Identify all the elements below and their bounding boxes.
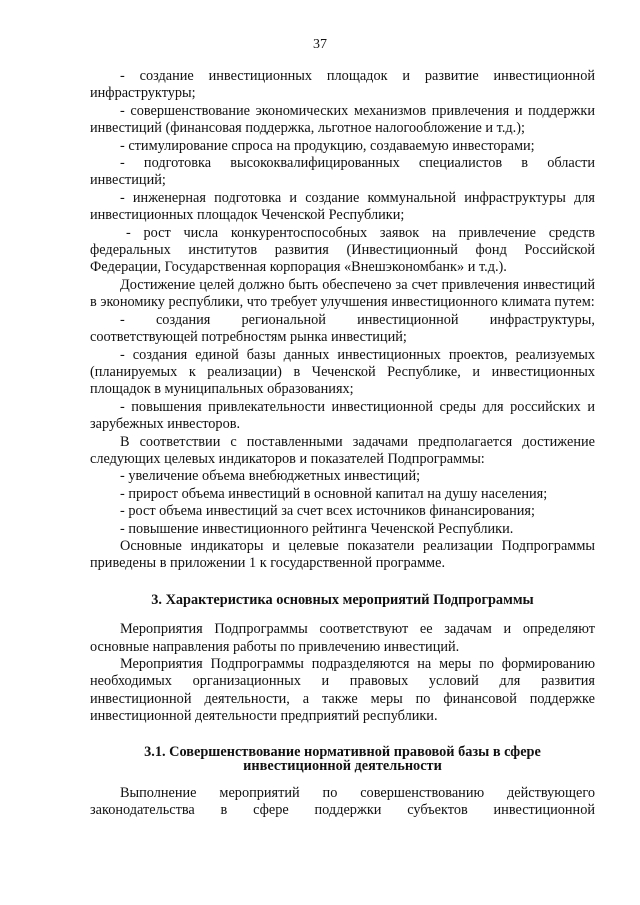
indicator-per-capita: - прирост объема инвестиций в основной капитал на душу населения; [120, 485, 548, 502]
indicator-rating: - повышение инвестиционного рейтинга Чеченской Республики. [120, 520, 514, 537]
section-3-paragraph-2: Мероприятия Подпрограммы подразделяются на меры по формированию необходимых организационных и правовых условий для развития инвестиционной деятельности, а также меры по финансовой поддержке инвестиционной деятельности предприятий республики. [90, 656, 595, 725]
section-3-heading: 3. Характеристика основных мероприятий Подпрограммы [151, 591, 534, 608]
indicator-all-sources: - рост объема инвестиций за счет всех источников финансирования; [120, 503, 535, 520]
bullet-investment-sites: - создание инвестиционных площадок и развитие инвестиционной инфраструктуры; [90, 68, 595, 102]
paragraph-appendix-reference: Основные индикаторы и целевые показатели реализации Подпрограммы приведены в приложении 1 к государственной программе. [90, 537, 595, 572]
paragraph-goals-achievement: Достижение целей должно быть обеспечено за счет привлечения инвестиций в экономику республики, что требует улучшения инвестиционного климата путем: [90, 276, 595, 311]
bullet-specialist-training: - подготовка высококвалифицированных специалистов в области инвестиций; [90, 155, 595, 189]
section-3-1-heading-line-1: 3.1. Совершенствование нормативной правовой базы в сфере [144, 743, 541, 760]
document-body [90, 68, 595, 819]
indicator-extrabudgetary: - увеличение объема внебюджетных инвестиций; [120, 468, 421, 485]
bullet-economic-mechanisms: - совершенствование экономических механизмов привлечения и поддержки инвестиций (финансовая поддержка, льготное налогообложение и т.д.); [90, 102, 595, 137]
bullet-unified-database: - создания единой базы данных инвестиционных проектов, реализуемых (планируемых к реализации) в Чеченской Республике, и инвестиционных площадок в муниципальных образованиях; [90, 346, 595, 398]
bullet-engineering-preparation: - инженерная подготовка и создание коммунальной инфраструктуры для инвестиционных площадок Чеченской Республики; [90, 189, 595, 224]
section-3-1-paragraph-1: Выполнение мероприятий по совершенствованию действующего законодательства в сфере поддержки субъектов инвестиционной [90, 784, 595, 819]
section-3-1-heading-line-2: инвестиционной деятельности [243, 757, 442, 774]
bullet-attractiveness: - повышения привлекательности инвестиционной среды для российских и зарубежных инвесторов. [90, 398, 595, 433]
page-number: 37 [313, 37, 327, 52]
bullet-demand-stimulation: - стимулирование спроса на продукцию, создаваемую инвесторами; [120, 137, 535, 154]
section-3-1-heading [90, 745, 595, 773]
paragraph-target-indicators: В соответствии с поставленными задачами предполагается достижение следующих целевых индикаторов и показателей Подпрограммы: [90, 433, 595, 467]
section-3-paragraph-1: Мероприятия Подпрограммы соответствуют ее задачам и определяют основные направления работы по привлечению инвестиций. [90, 621, 595, 655]
bullet-regional-infrastructure: - создания региональной инвестиционной инфраструктуры, соответствующей потребностям рынка инвестиций; [90, 311, 595, 346]
bullet-competitive-applications: - рост числа конкурентоспособных заявок на привлечение средств федеральных институтов развития (Инвестиционный фонд Российской Федерации, Государственная корпорация «Внешэкономбанк» и т.д.). [90, 224, 595, 276]
